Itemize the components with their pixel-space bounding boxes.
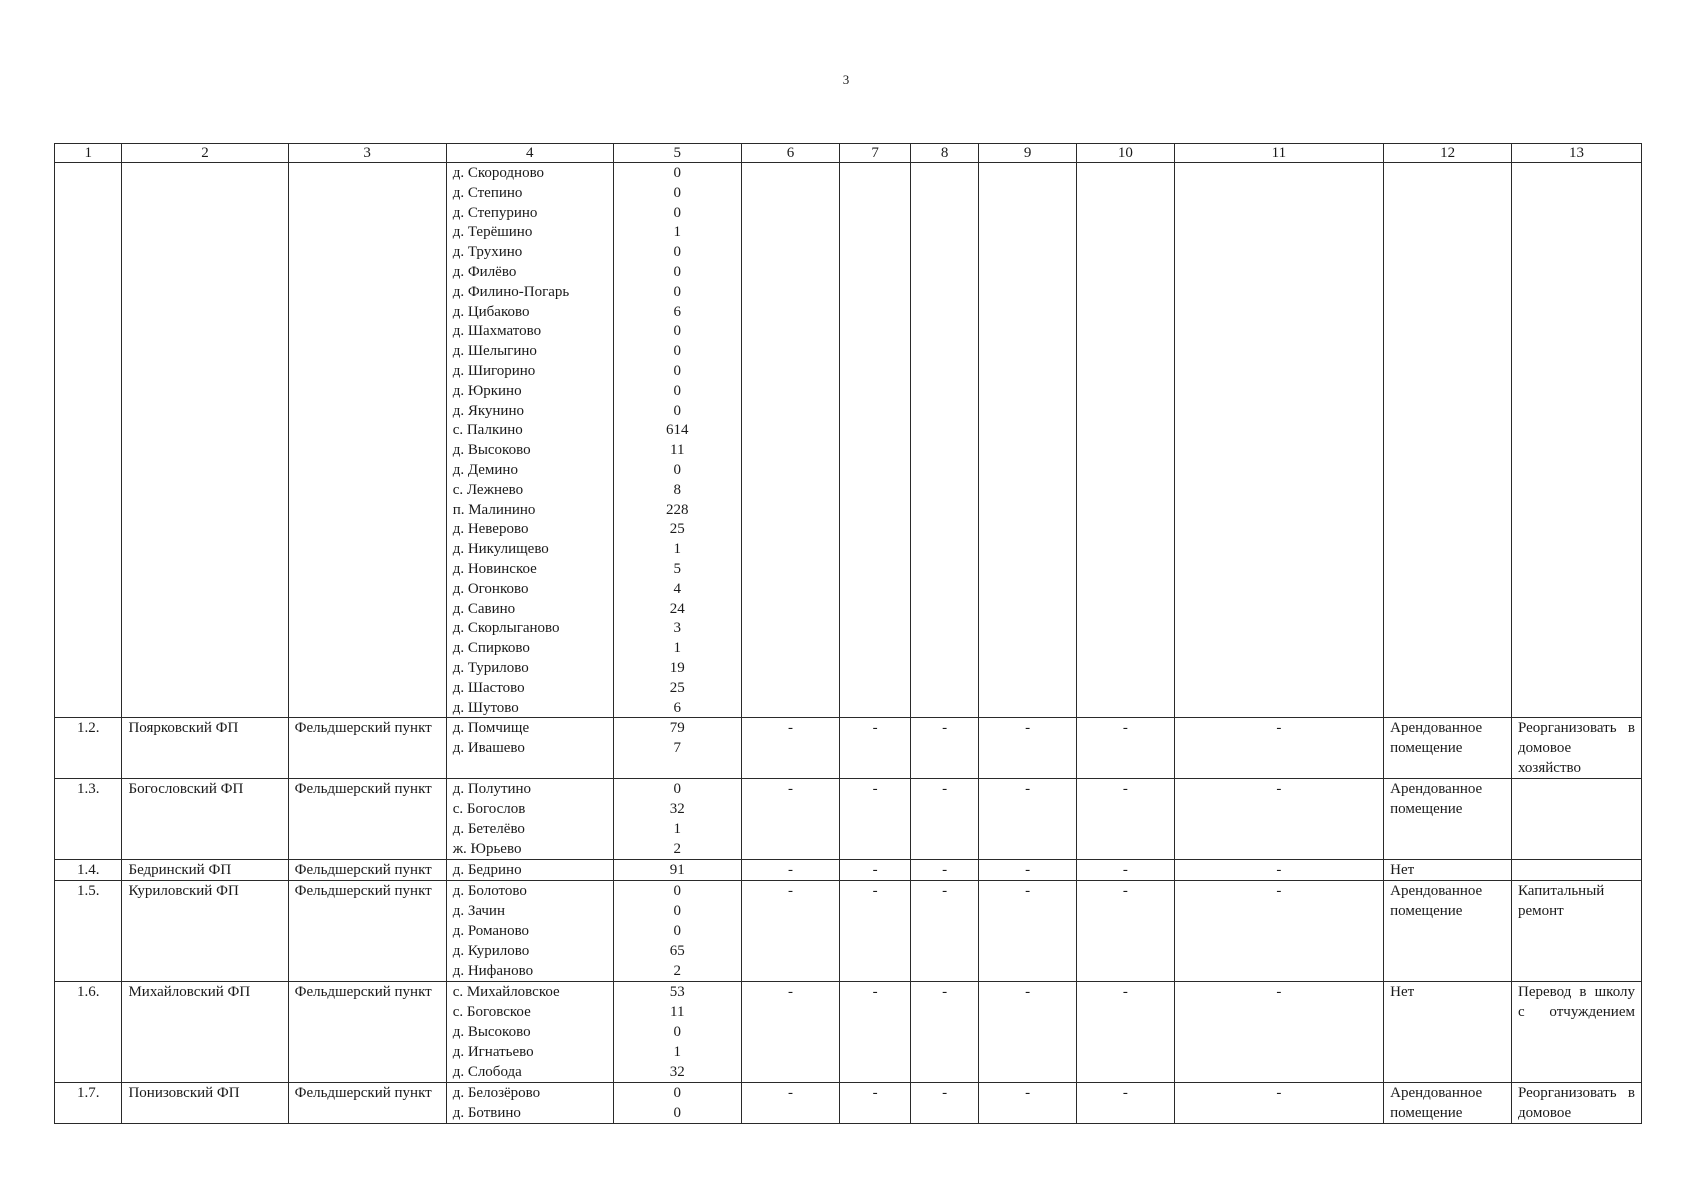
- settlement-name: д. Бетелёво: [452, 821, 525, 838]
- settlement-population: 1: [673, 640, 682, 657]
- empty-value-dash: -: [741, 982, 840, 1083]
- facility-type: Фельдшерский пункт: [288, 982, 446, 1083]
- settlement-name: д. Бедрино: [452, 862, 522, 879]
- empty-value-dash: -: [979, 718, 1077, 779]
- settlement-population: 25: [669, 521, 685, 538]
- empty-value-dash: -: [910, 779, 978, 860]
- empty-value-dash: -: [1077, 860, 1175, 881]
- empty-value-dash: -: [979, 982, 1077, 1083]
- planned-action: Перевод в школу с отчуждением: [1512, 982, 1642, 1083]
- settlement-name: д. Якунино: [452, 402, 524, 419]
- empty-value-dash: -: [1174, 779, 1383, 860]
- settlement-name: д. Шутово: [452, 699, 519, 716]
- settlement-population: 6: [673, 699, 682, 716]
- empty-value-dash: -: [840, 718, 910, 779]
- settlement-list: [446, 881, 613, 982]
- settlement-name: д. Шастово: [452, 679, 525, 696]
- column-header: 6: [741, 144, 840, 163]
- settlement-name: д. Степино: [452, 184, 523, 201]
- settlement-name: д. Зачин: [452, 903, 505, 920]
- settlement-name: с. Боговское: [452, 1004, 531, 1021]
- settlement-population: 5: [673, 560, 682, 577]
- settlement-name: с. Лежнево: [452, 481, 524, 498]
- settlement-population: 2: [673, 841, 682, 858]
- facility-row: [55, 860, 1642, 881]
- settlement-name: д. Шигорино: [452, 362, 536, 379]
- settlement-population: 614: [666, 422, 689, 439]
- planned-action: [1512, 860, 1642, 881]
- settlement-population: 19: [669, 659, 685, 676]
- facility-name: Богословский ФП: [122, 779, 288, 860]
- column-header: 2: [122, 144, 288, 163]
- empty-value-dash: -: [1174, 1083, 1383, 1124]
- settlement-population: 24: [669, 600, 685, 617]
- settlement-population: 32: [669, 1064, 685, 1081]
- planned-action: Реорганизовать в домовое хозяйство: [1512, 718, 1642, 779]
- settlement-name: д. Неверово: [452, 521, 529, 538]
- settlement-population: 0: [673, 382, 682, 399]
- settlement-population: 65: [669, 943, 685, 960]
- settlement-population: 1: [673, 541, 682, 558]
- settlement-population: 0: [673, 283, 682, 300]
- empty-value-dash: -: [741, 779, 840, 860]
- settlement-population: 0: [673, 903, 682, 920]
- settlement-population: 0: [673, 402, 682, 419]
- settlement-population: 1: [673, 1044, 682, 1061]
- settlement-name: д. Юркино: [452, 382, 522, 399]
- facility-number: 1.3.: [55, 779, 122, 860]
- column-header: 4: [446, 144, 613, 163]
- settlement-name: с. Михайловское: [452, 984, 560, 1001]
- settlement-population: 8: [673, 481, 682, 498]
- facility-row: [55, 718, 1642, 779]
- facility-type: Фельдшерский пункт: [288, 779, 446, 860]
- empty-value-dash: -: [741, 860, 840, 881]
- column-header: 1: [55, 144, 122, 163]
- settlement-population: 0: [673, 1105, 682, 1122]
- settlement-list: [446, 860, 613, 881]
- settlement-population: 0: [673, 165, 682, 181]
- settlement-name: с. Палкино: [452, 422, 523, 439]
- settlement-name: д. Никулищево: [452, 541, 549, 558]
- empty-value-dash: -: [1174, 982, 1383, 1083]
- facility-name: Куриловский ФП: [122, 881, 288, 982]
- empty-value-dash: -: [910, 982, 978, 1083]
- column-number-row: [55, 144, 1642, 163]
- settlement-name: д. Высоково: [452, 1024, 531, 1041]
- settlement-population: 0: [673, 204, 682, 221]
- planned-action: Капитальный ремонт: [1512, 881, 1642, 982]
- settlement-name: д. Высоково: [452, 442, 531, 459]
- empty-value-dash: -: [840, 779, 910, 860]
- settlement-list: [446, 163, 613, 718]
- settlement-population: 0: [673, 244, 682, 261]
- empty-value-dash: -: [979, 1083, 1077, 1124]
- column-header: 3: [288, 144, 446, 163]
- empty-value-dash: -: [910, 881, 978, 982]
- settlement-name: д. Слобода: [452, 1064, 522, 1081]
- empty-value-dash: -: [979, 860, 1077, 881]
- settlement-name: д. Ботвино: [452, 1105, 521, 1122]
- facility-number: 1.6.: [55, 982, 122, 1083]
- column-header: 11: [1174, 144, 1383, 163]
- settlement-name: д. Филёво: [452, 263, 517, 280]
- premises-status: Арендованное помещение: [1384, 881, 1512, 982]
- settlement-population: 6: [673, 303, 682, 320]
- settlement-name: с. Богослов: [452, 801, 526, 818]
- facility-name: Михайловский ФП: [122, 982, 288, 1083]
- facility-row: [55, 1083, 1642, 1124]
- settlement-name: д. Филино-Погарь: [452, 283, 570, 300]
- settlement-population: 0: [673, 883, 682, 900]
- empty-value-dash: -: [741, 718, 840, 779]
- empty-value-dash: -: [1174, 860, 1383, 881]
- empty-value-dash: -: [910, 718, 978, 779]
- planned-action: Реорганизовать в домовое: [1512, 1083, 1642, 1124]
- settlement-name: д. Полутино: [452, 781, 532, 798]
- settlement-list: [446, 718, 613, 779]
- settlement-name: д. Скородново: [452, 165, 545, 181]
- population-list: [613, 860, 741, 881]
- facility-number: 1.7.: [55, 1083, 122, 1124]
- premises-status: Нет: [1384, 860, 1512, 881]
- empty-value-dash: -: [979, 881, 1077, 982]
- settlement-population: 1: [673, 821, 682, 838]
- settlement-population: 91: [669, 862, 685, 879]
- settlement-name: д. Спирково: [452, 640, 530, 657]
- premises-status: Арендованное помещение: [1384, 779, 1512, 860]
- settlement-name: д. Нифаново: [452, 963, 534, 980]
- empty-value-dash: -: [840, 881, 910, 982]
- empty-value-dash: -: [1077, 982, 1175, 1083]
- settlement-name: д. Помчище: [452, 720, 530, 737]
- settlement-population: 4: [673, 580, 682, 597]
- settlement-population: 53: [669, 984, 685, 1001]
- settlement-population: 3: [673, 620, 682, 637]
- settlement-name: д. Болотово: [452, 883, 527, 900]
- settlement-population: 0: [673, 263, 682, 280]
- settlement-population: 0: [673, 781, 682, 798]
- column-header: 10: [1077, 144, 1175, 163]
- settlement-name: д. Терёшино: [452, 224, 533, 241]
- facility-type: Фельдшерский пункт: [288, 718, 446, 779]
- settlement-name: д. Ивашево: [452, 740, 525, 757]
- settlement-name: д. Демино: [452, 461, 518, 478]
- column-header: 9: [979, 144, 1077, 163]
- empty-value-dash: -: [1077, 718, 1175, 779]
- empty-value-dash: -: [741, 1083, 840, 1124]
- settlement-name: п. Малинино: [452, 501, 536, 518]
- settlement-name: д. Курилово: [452, 943, 530, 960]
- continuation-row: [55, 163, 1642, 718]
- settlement-name: д. Степурино: [452, 204, 538, 221]
- empty-value-dash: -: [1077, 1083, 1175, 1124]
- settlement-name: д. Романово: [452, 923, 530, 940]
- settlement-population: 0: [673, 461, 682, 478]
- population-list: [613, 982, 741, 1083]
- settlement-population: 25: [669, 679, 685, 696]
- population-list: [613, 779, 741, 860]
- settlement-list: [446, 779, 613, 860]
- empty-value-dash: -: [910, 1083, 978, 1124]
- page-number: 3: [842, 72, 850, 87]
- settlement-name: д. Трухино: [452, 244, 523, 261]
- column-header: 12: [1384, 144, 1512, 163]
- settlement-name: д. Огонково: [452, 580, 529, 597]
- empty-value-dash: -: [1077, 779, 1175, 860]
- settlement-population: 0: [673, 184, 682, 201]
- empty-value-dash: -: [979, 779, 1077, 860]
- empty-value-dash: -: [1077, 881, 1175, 982]
- facility-name: Понизовский ФП: [122, 1083, 288, 1124]
- column-header: 13: [1512, 144, 1642, 163]
- settlement-population: 1: [673, 224, 682, 241]
- empty-value-dash: -: [910, 860, 978, 881]
- settlement-population: 7: [673, 740, 682, 757]
- empty-value-dash: -: [1174, 718, 1383, 779]
- settlement-population: 0: [673, 362, 682, 379]
- column-header: 8: [910, 144, 978, 163]
- settlement-population: 0: [673, 1085, 682, 1102]
- facility-number: 1.5.: [55, 881, 122, 982]
- settlement-name: д. Савино: [452, 600, 516, 617]
- settlement-population: 32: [669, 801, 685, 818]
- facility-type: Фельдшерский пункт: [288, 860, 446, 881]
- facility-name: Бедринский ФП: [122, 860, 288, 881]
- settlement-population: 2: [673, 963, 682, 980]
- settlement-name: д. Шелыгино: [452, 343, 537, 360]
- facility-number: 1.2.: [55, 718, 122, 779]
- settlement-population: 0: [673, 323, 682, 340]
- premises-status: Нет: [1384, 982, 1512, 1083]
- settlement-list: [446, 982, 613, 1083]
- settlement-name: д. Новинское: [452, 560, 537, 577]
- facility-number: 1.4.: [55, 860, 122, 881]
- facility-type: Фельдшерский пункт: [288, 881, 446, 982]
- facility-name: Поярковский ФП: [122, 718, 288, 779]
- empty-value-dash: -: [1174, 881, 1383, 982]
- settlement-population: 0: [673, 343, 682, 360]
- column-header: 7: [840, 144, 910, 163]
- settlement-name: д. Белозёрово: [452, 1085, 541, 1102]
- settlement-population: 228: [666, 501, 689, 518]
- settlement-name: д. Игнатьево: [452, 1044, 534, 1061]
- planned-action: [1512, 779, 1642, 860]
- settlement-population: 0: [673, 923, 682, 940]
- population-list: [613, 1083, 741, 1124]
- settlement-name: д. Шахматово: [452, 323, 542, 340]
- settlement-population: 79: [669, 720, 685, 737]
- settlement-name: д. Цибаково: [452, 303, 530, 320]
- empty-value-dash: -: [840, 860, 910, 881]
- empty-value-dash: -: [840, 982, 910, 1083]
- settlement-population: 11: [670, 1004, 685, 1021]
- population-list: [613, 881, 741, 982]
- facility-row: [55, 881, 1642, 982]
- empty-value-dash: -: [741, 881, 840, 982]
- facility-row: [55, 982, 1642, 1083]
- population-list: [613, 718, 741, 779]
- settlement-population: 11: [670, 442, 685, 459]
- empty-value-dash: -: [840, 1083, 910, 1124]
- settlement-name: д. Скорлыганово: [452, 620, 560, 637]
- premises-status: Арендованное помещение: [1384, 718, 1512, 779]
- population-list: [613, 163, 741, 718]
- facility-row: [55, 779, 1642, 860]
- facilities-table: [54, 143, 1642, 1124]
- settlement-population: 0: [673, 1024, 682, 1041]
- settlement-list: [446, 1083, 613, 1124]
- settlement-name: д. Турилово: [452, 659, 529, 676]
- column-header: 5: [613, 144, 741, 163]
- premises-status: Арендованное помещение: [1384, 1083, 1512, 1124]
- settlement-name: ж. Юрьево: [452, 841, 522, 858]
- facility-type: Фельдшерский пункт: [288, 1083, 446, 1124]
